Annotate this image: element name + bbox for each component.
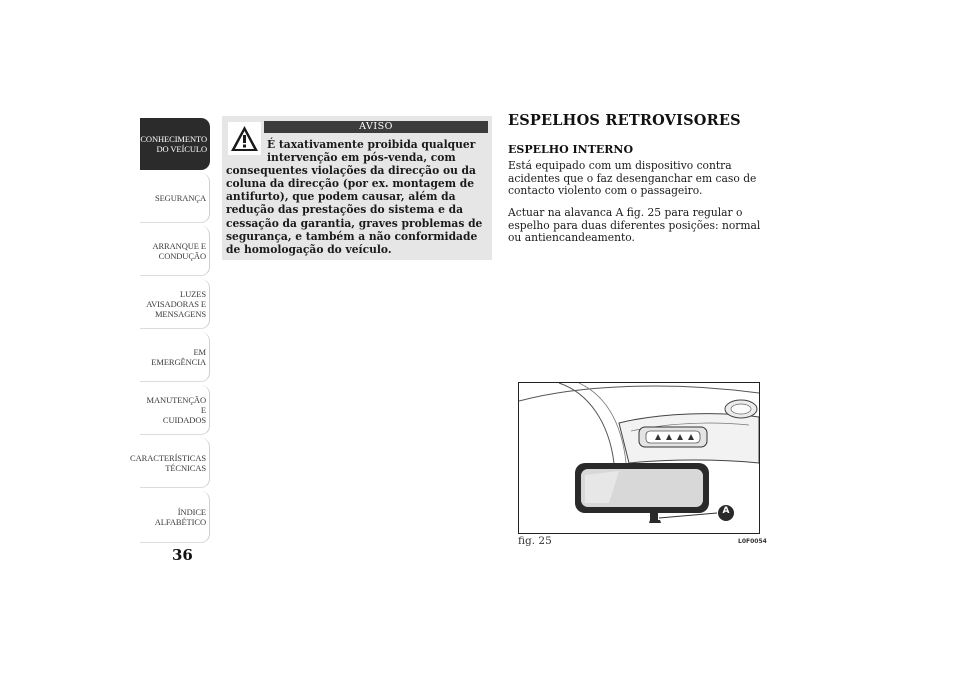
tab-label: SEGURANÇA [154,192,206,203]
subsection-title: ESPELHO INTERNO [508,143,634,156]
tab-label: ARRANQUE E CONDUÇÃO [152,240,206,261]
tab-manutencao-e-cuidados[interactable] [140,385,210,435]
paragraph-1: Está equipado com um dispositivo contra acidentes que o faz desenganchar em caso de contacto violento com o passageiro. [508,159,757,197]
warning-box [222,116,492,260]
warning-text [226,138,492,256]
figure-caption: fig. 25 [518,535,552,547]
tab-seguranca[interactable] [140,173,210,223]
tab-label: EM EMERGÊNCIA [151,346,206,367]
page-number: 36 [172,546,193,564]
section-title: ESPELHOS RETROVISORES [508,112,741,129]
warning-body: consequentes violações da direcção ou da coluna da direcção (por ex. montagem de antifurto), que podem causar, além da redução das prestações do sistema e da cessação da garantia, graves problemas de segurança, e também a não conformidade de homologação do veículo. [226,164,483,256]
tab-conhecimento-do-veiculo[interactable] [140,118,210,170]
warning-line-2: intervenção em pós-venda, com [267,151,456,165]
paragraph-2: Actuar na alavanca A fig. 25 para regular o espelho para duas diferentes posições: normal ou antiencandeamento. [508,206,761,244]
tab-label: CARACTERÍSTICAS TÉCNICAS [130,452,206,473]
tab-luzes-avisadoras[interactable] [140,279,210,329]
warning-line-1: É taxativamente proibida qualquer [267,138,476,151]
tab-caracteristicas-tecnicas[interactable] [130,438,210,488]
warning-header: AVISO [264,121,488,133]
callout-label-a: A [722,506,730,516]
tab-label: ÍNDICE ALFABÉTICO [154,506,206,527]
tab-label: MANUTENÇÃO E CUIDADOS [146,394,206,425]
tab-label: CONHECIMENTO DO VEÍCULO [140,134,207,154]
tab-arranque-e-conducao[interactable] [140,226,210,276]
figure-code: L0F0054 [738,538,767,545]
tab-indice-alfabetico[interactable] [140,491,210,543]
tab-label: LUZES AVISADORAS E MENSAGENS [146,288,206,319]
tab-em-emergencia[interactable] [140,332,210,382]
mirror-illustration [518,382,760,534]
